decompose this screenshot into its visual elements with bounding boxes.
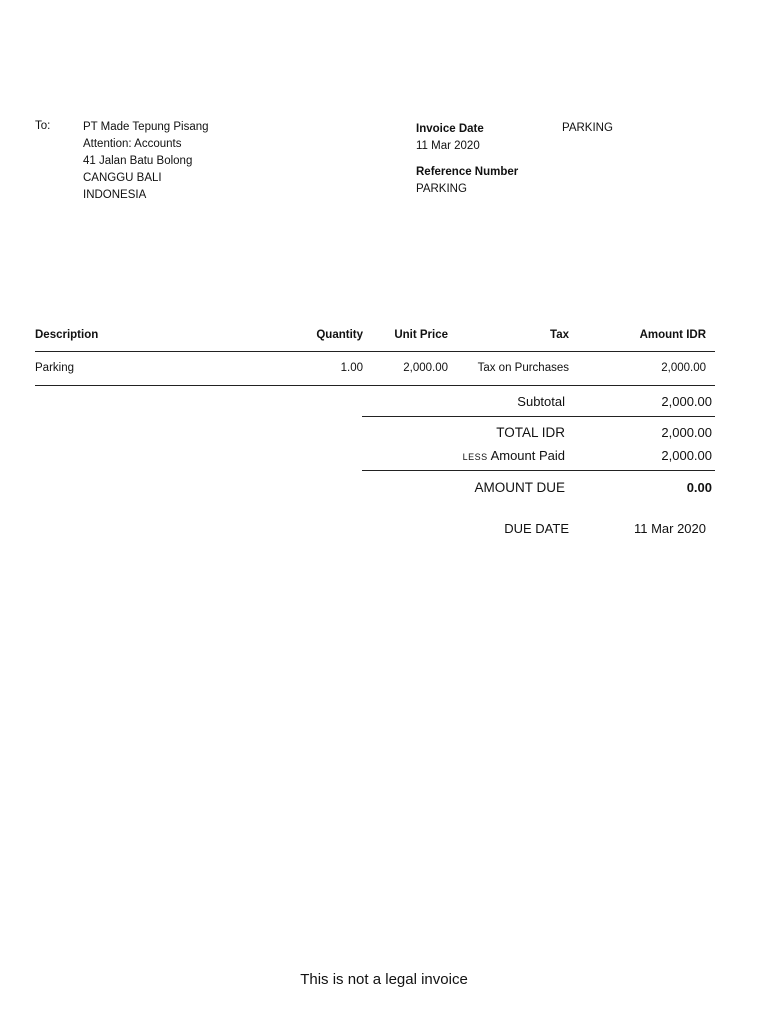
column-header-amount: Amount IDR (639, 329, 706, 341)
total-label: TOTAL IDR (496, 425, 565, 440)
legal-disclaimer: This is not a legal invoice (300, 971, 468, 988)
subtotal-value: 2,000.00 (661, 394, 712, 409)
invoice-date-label: Invoice Date (416, 123, 484, 135)
to-label: To: (35, 120, 51, 132)
subtotal-label: Subtotal (517, 394, 565, 409)
table-row-divider (35, 385, 715, 386)
due-date-label: DUE DATE (504, 521, 569, 536)
table-header-divider (35, 351, 715, 352)
row-description: Parking (35, 362, 74, 374)
column-header-quantity: Quantity (316, 329, 363, 341)
due-date-value: 11 Mar 2020 (633, 521, 706, 536)
row-tax: Tax on Purchases (477, 362, 569, 374)
recipient-attention: Attention: Accounts (83, 138, 182, 150)
row-quantity: 1.00 (340, 362, 363, 374)
recipient-name: PT Made Tepung Pisang (83, 121, 209, 133)
row-amount: 2,000.00 (661, 362, 706, 374)
recipient-country: INDONESIA (83, 189, 147, 201)
amount-due-value: 0.00 (686, 480, 712, 495)
amount-due-label: AMOUNT DUE (474, 480, 565, 495)
amount-paid-label (463, 448, 565, 463)
subtotal-divider (362, 416, 715, 417)
column-header-unit-price: Unit Price (394, 329, 448, 341)
recipient-street: 41 Jalan Batu Bolong (83, 155, 193, 167)
column-header-tax: Tax (550, 329, 569, 341)
recipient-city: CANGGU BALI (83, 172, 162, 184)
amount-paid-text: Amount Paid (490, 448, 565, 463)
column-header-description: Description (35, 329, 99, 341)
recipient-address (83, 119, 209, 204)
row-unit-price: 2,000.00 (403, 362, 448, 374)
total-value: 2,000.00 (661, 425, 712, 440)
reference-number-value: PARKING (416, 183, 467, 195)
invoice-header-note: PARKING (562, 122, 613, 134)
amount-paid-value: 2,000.00 (661, 448, 712, 463)
invoice-date-value: 11 Mar 2020 (416, 140, 480, 152)
less-prefix: LESS (462, 452, 488, 462)
amount-paid-divider (362, 470, 715, 471)
reference-number-label: Reference Number (416, 166, 519, 178)
